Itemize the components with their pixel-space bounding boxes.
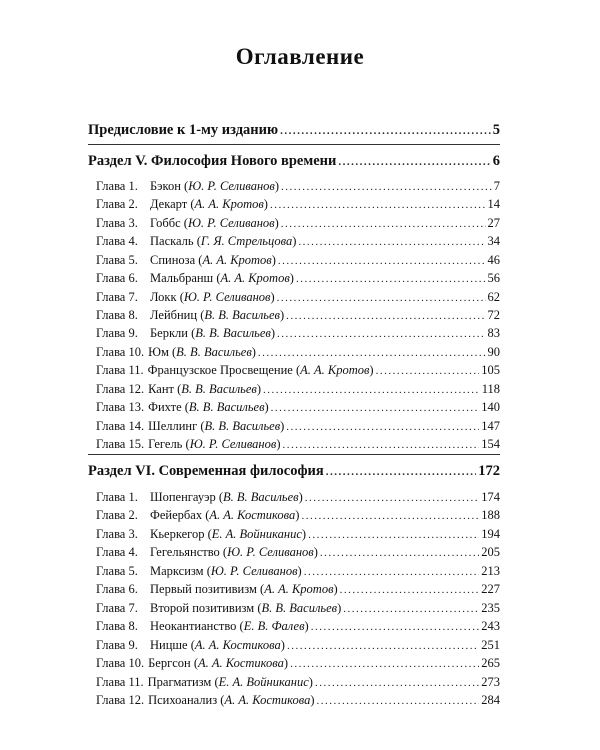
chapter-author: (Ю. Р. Селиванов) [206,563,302,578]
chapter-author: (Е. А. Войниканис) [207,526,307,541]
chapter-text [96,380,261,398]
page-number: 205 [481,545,500,560]
dot-leader [280,122,491,140]
chapter-label: Глава 3. [96,215,138,230]
divider [88,454,500,455]
page-number: 34 [487,234,500,249]
dot-leader [304,563,480,581]
page-number: 83 [487,326,500,341]
chapter-text [96,673,313,691]
page-number: 235 [481,600,500,615]
divider [88,144,500,145]
dot-leader [301,507,479,525]
chapter-author: (Ю. Р. Селиванов) [185,437,281,452]
chapter-name: Фихте [148,400,185,415]
page-number: 90 [487,344,500,359]
chapter-author: (А. А. Кротов) [216,271,294,286]
chapter-name: Кьеркегор [150,526,208,541]
chapter-label: Глава 7. [96,600,138,615]
chapter-name: Бергсон [148,656,194,671]
chapter-name: Гегельянство [150,545,223,560]
toc-chapter-entry[interactable] [96,214,500,233]
toc-chapter-entry[interactable] [96,543,500,562]
dot-leader [286,307,485,325]
page-number: 147 [481,418,500,433]
chapter-name: Неокантианство [150,619,240,634]
chapter-author: (Ю. Р. Селиванов) [179,289,275,304]
chapter-name: Бэкон [150,179,185,193]
toc-chapter-entry[interactable] [96,654,500,673]
dot-leader [287,637,479,655]
toc-chapter-entry[interactable] [96,251,500,270]
toc-chapter-entry[interactable] [96,525,500,544]
chapter-author: (А. А. Костикова) [193,656,289,671]
page-number: 273 [481,674,500,689]
chapter-author: (Е. В. Фалев) [239,619,309,634]
toc-section-6[interactable] [88,462,500,481]
chapter-text [96,288,275,306]
chapter-label: Глава 15. [96,437,145,452]
chapter-name: Беркли [150,326,192,341]
chapter-text [96,617,309,635]
dot-leader [278,252,486,270]
chapter-author: (В. В. Васильев) [172,344,256,359]
chapter-name: Прагматизм [147,674,215,689]
chapter-label: Глава 6. [96,271,138,286]
toc-chapter-entry[interactable] [96,417,500,436]
chapter-text [96,488,303,506]
chapter-label: Глава 4. [96,234,138,249]
dot-leader [290,655,479,673]
page-number: 140 [481,400,500,415]
page-number: 46 [487,252,500,267]
chapter-name: Психоанализ [148,692,221,707]
page-number: 105 [481,363,500,378]
dot-leader [305,489,480,507]
chapter-label: Глава 13. [96,400,145,415]
chapter-label: Глава 2. [96,197,138,212]
chapter-label: Глава 1. [96,490,138,504]
chapter-name: Мальбранш [150,271,217,286]
dot-leader [296,270,486,288]
dot-leader [340,581,480,599]
chapter-text [96,599,341,617]
chapter-author: (В. В. Васильев) [191,326,276,341]
chapter-name: Юм [148,344,172,359]
chapter-label: Глава 9. [96,637,138,652]
section-heading: Раздел V. Философия Нового времени [88,153,337,169]
chapter-author: (Г. Я. Стрельцова) [196,234,297,249]
chapter-author: (Ю. Р. Селиванов) [184,179,280,193]
chapter-text [96,543,318,561]
chapter-label: Глава 1. [96,179,138,193]
chapter-text [96,525,306,543]
chapter-text [96,654,288,672]
page-number: 251 [481,637,500,652]
chapter-author: (Ю. Р. Селиванов) [183,215,279,230]
page-number: 265 [481,656,500,671]
page-number: 5 [492,122,500,138]
chapter-name: Шеллинг [148,418,201,433]
toc-entry-preface[interactable] [88,121,500,140]
dot-leader [308,526,479,544]
chapter-author: (А. А. Костикова) [190,637,285,652]
toc-chapter-entry[interactable] [96,562,500,581]
chapter-label: Глава 5. [96,252,138,267]
page-number: 172 [478,463,500,479]
chapter-text [96,562,302,580]
chapter-label: Глава 7. [96,289,138,304]
toc-chapter-entry[interactable] [96,324,500,343]
chapter-name: Французское Просвещение [147,363,296,378]
toc-entry-text: Предисловие к 1-му изданию [88,122,279,138]
toc-chapter-entry[interactable] [96,580,500,599]
page-number: 62 [487,289,500,304]
toc-chapter-entry[interactable] [96,380,500,399]
dot-leader [281,215,486,233]
page-number: 7 [493,179,500,193]
page-number: 118 [481,381,500,396]
dot-leader [277,325,485,343]
chapter-text [96,306,284,324]
chapter-label: Глава 6. [96,582,138,597]
toc-chapter-entry[interactable] [96,599,500,618]
page-number: 174 [481,490,500,504]
dot-leader [263,381,480,399]
chapter-name: Декарт [150,197,191,212]
toc-chapter-entry[interactable] [96,673,500,692]
chapter-name: Гегель [148,437,186,452]
dot-leader [281,178,492,196]
chapter-author: (В. В. Васильев) [218,490,303,504]
dot-leader [320,544,479,562]
chapter-text [96,435,280,453]
dot-leader [258,344,486,362]
chapter-text [96,232,296,250]
toc-chapter-entry[interactable] [96,506,500,525]
chapter-label: Глава 8. [96,619,138,634]
chapter-author: (А. А. Кротов) [198,252,276,267]
chapter-text [96,691,315,709]
dot-leader [277,289,486,307]
chapter-label: Глава 9. [96,326,138,341]
page-number: 227 [481,582,500,597]
page-number: 72 [487,308,500,322]
chapter-label: Глава 11. [96,674,144,689]
toc-chapter-entry[interactable] [96,269,500,288]
dot-leader [298,233,485,251]
page-number: 6 [492,153,500,169]
dot-leader [311,618,480,636]
chapter-text [96,269,294,287]
toc-chapter-entry[interactable] [96,435,500,454]
page-number: 27 [487,215,500,230]
chapter-text [96,417,284,435]
chapter-author: (А. А. Кротов) [190,197,268,212]
chapter-name: Марксизм [150,563,207,578]
page-number: 154 [481,437,500,452]
chapter-name: Гоббс [150,215,184,230]
chapter-name: Первый позитивизм [150,582,261,597]
toc-chapter-entry[interactable] [96,232,500,251]
dot-leader [317,692,480,710]
chapter-label: Глава 5. [96,563,138,578]
chapter-author: (В. В. Васильев) [200,418,285,433]
chapter-text [96,506,299,524]
page-number: 14 [487,197,500,212]
toc-chapter-entry[interactable] [96,306,500,325]
chapter-label: Глава 10. [96,656,145,671]
toc-chapter-entry[interactable] [96,343,500,362]
chapter-label: Глава 4. [96,545,138,560]
chapter-name: Лейбниц [150,308,201,322]
chapter-name: Кант [148,381,178,396]
chapter-text [96,251,276,269]
chapter-text [96,636,285,654]
toc-chapter-entry[interactable] [96,361,500,380]
chapter-author: (В. В. Васильев) [177,381,262,396]
dot-leader [282,436,479,454]
page-number: 243 [481,619,500,634]
toc-chapter-entry[interactable] [96,691,500,710]
toc-chapter-entry[interactable] [96,488,500,507]
toc-chapter-entry[interactable] [96,195,500,214]
chapter-name: Шопенгауэр [150,490,219,504]
chapter-author: (А. А. Костикова) [220,692,315,707]
dot-leader [338,153,490,171]
toc-chapter-entry[interactable] [96,288,500,307]
chapter-text [96,177,279,195]
page-number: 194 [481,526,500,541]
chapter-label: Глава 8. [96,308,138,322]
chapter-label: Глава 12. [96,381,145,396]
dot-leader [376,362,480,380]
toc-section-5[interactable] [88,152,500,171]
chapter-text [96,398,269,416]
chapter-label: Глава 10. [96,344,145,359]
chapter-author: (А. А. Кротов) [260,582,338,597]
chapter-name: Паскаль [150,234,197,249]
toc-chapter-entry[interactable] [96,636,500,655]
page-title: Оглавление [235,44,365,69]
toc-chapter-entry[interactable] [96,398,500,417]
chapter-name: Фейербах [150,508,206,523]
page-number: 284 [481,692,500,707]
dot-leader [343,600,479,618]
chapter-author: (А. А. Костикова) [205,508,300,523]
chapter-text [96,214,279,232]
chapter-author: (В. В. Васильев) [184,400,269,415]
chapter-text [96,324,275,342]
chapter-text [96,361,374,379]
dot-leader [315,674,479,692]
page-number: 188 [481,508,500,523]
chapter-text [96,343,256,361]
chapter-author: (Ю. Р. Селиванов) [222,545,318,560]
chapter-author: (Е. А. Войниканис) [214,674,313,689]
chapter-name: Локк [150,289,180,304]
dot-leader [270,196,486,214]
section-heading: Раздел VI. Современная философия [88,463,324,479]
chapter-label: Глава 14. [96,418,145,433]
chapter-label: Глава 2. [96,508,138,523]
chapter-label: Глава 11. [96,363,144,378]
chapter-author: (В. В. Васильев) [200,308,285,322]
chapter-text [96,580,338,598]
toc-chapter-entry[interactable] [96,177,500,196]
chapter-author: (А. А. Кротов) [295,363,374,378]
chapter-text [96,195,268,213]
dot-leader [326,463,477,481]
page-number: 56 [487,271,500,286]
chapter-label: Глава 3. [96,526,138,541]
page-number: 213 [481,563,500,578]
chapter-author: (В. В. Васильев) [257,600,342,615]
chapter-name: Ницше [150,637,191,652]
toc-chapter-entry[interactable] [96,617,500,636]
dot-leader [271,399,480,417]
chapter-name: Второй позитивизм [150,600,258,615]
dot-leader [286,418,479,436]
chapter-label: Глава 12. [96,692,145,707]
chapter-name: Спиноза [150,252,199,267]
